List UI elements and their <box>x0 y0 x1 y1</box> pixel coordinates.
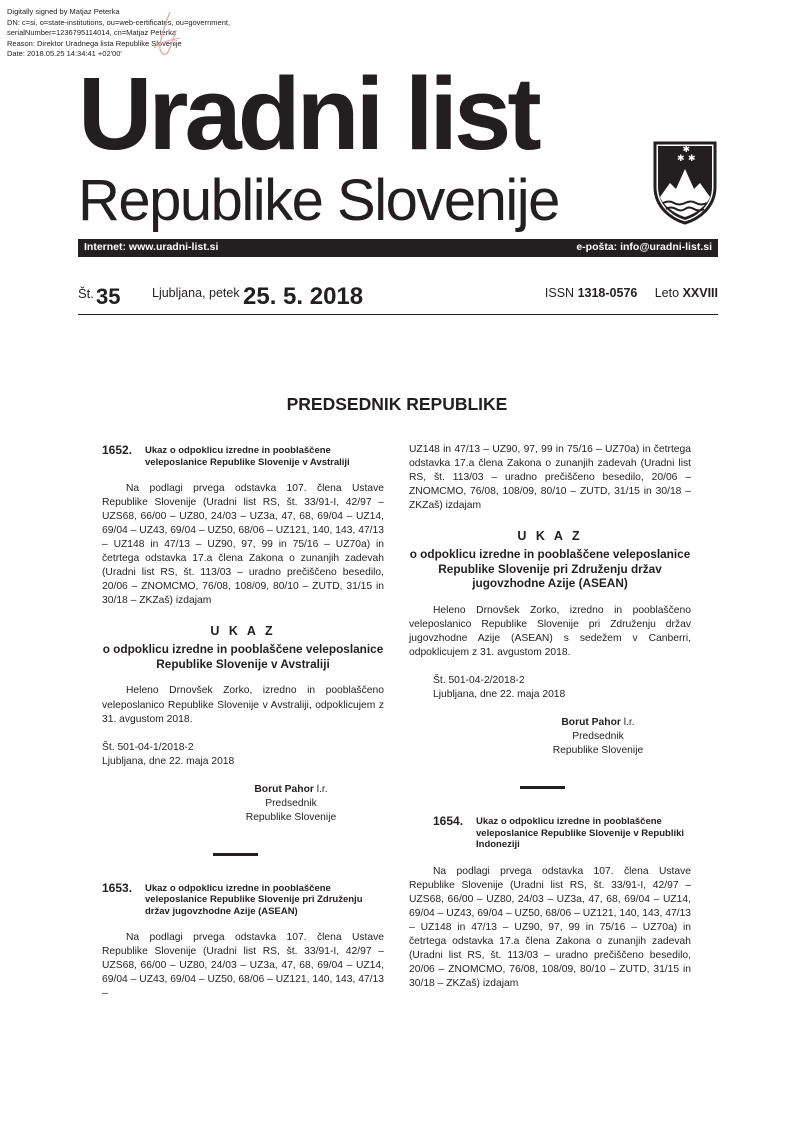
ref-date: Ljubljana, dne 22. maja 2018 <box>433 689 566 701</box>
section-title: PREDSEDNIK REPUBLIKE <box>286 394 508 414</box>
website-link[interactable]: Internet: www.uradni-list.si <box>84 241 219 253</box>
issn-value: 1318-0576 <box>577 286 638 300</box>
signature-line: Digitally signed by Matjaz Peterka <box>7 7 120 16</box>
signature-line: Date: 2018.05.25 14:34:41 +02'00' <box>7 49 122 59</box>
act-title: Ukaz o odpoklicu izredne in pooblaščene veleposlanice Republike Slovenije v Avstraliji <box>145 445 350 468</box>
act-title: Ukaz o odpoklicu izredne in pooblaščene veleposlanice Republike Slovenije v Republiki Indoneziji <box>476 816 685 851</box>
act-heading <box>409 814 691 851</box>
reference-number <box>409 674 691 702</box>
contact-bar <box>78 239 718 257</box>
signature-line: Reason: Direktor Uradnega lista Republike Slovenije <box>7 38 182 48</box>
issue-place: Ljubljana, petek <box>152 286 240 300</box>
signer-suffix: l.r. <box>313 783 328 795</box>
signature-line: serialNumber=1236795114014, cn=Matjaz Peterka <box>7 28 177 38</box>
masthead-title: Uradni list <box>78 56 538 171</box>
svg-text:✱: ✱ <box>688 154 696 164</box>
issue-date: 25. 5. 2018 <box>243 283 364 310</box>
slovenia-coat-of-arms-icon <box>651 139 719 225</box>
leto-label: Leto <box>654 286 680 300</box>
signature-block <box>102 783 384 825</box>
svg-text:✱: ✱ <box>677 154 685 164</box>
leto-value: XXVIII <box>682 286 718 300</box>
issn-label: ISSN <box>544 286 575 300</box>
reference-number <box>102 741 384 769</box>
ukaz-title: o odpoklicu izredne in pooblaščene veleposlanice Republike Slovenije v Avstraliji <box>102 642 384 671</box>
act-heading <box>102 881 384 918</box>
act-preamble: Na podlagi prvega odstavka 107. člena Ustave Republike Slovenije (Uradni list RS, št. 33/91-I, 42/97 – UZS68, 66/00 – UZ80, 24/03 – UZ3a, 47, 68, 69/04 – UZ14, 69/04 – UZ43, 69/04 – UZ50, 68/06 – UZ121, 140, 143, 47/13 – UZ148 in 47/13 – UZ90, 97, 99 in 75/16 – UZ70a) in četrtega odstavka 17.a člena Zakona o zunanjih zadevah (Uradni list RS, št. 113/03 – uradno prečiščeno besedilo, 20/06 – ZNOMCMO, 76/08, 108/09, 80/10 – ZUTD, 31/15 in 30/18 – ZKZaš) izdajam <box>409 865 691 989</box>
signer-role: Predsednik <box>572 731 624 743</box>
signer-name: Borut Pahor <box>254 783 314 795</box>
act-separator <box>520 786 565 789</box>
issn-leto <box>545 286 718 300</box>
act-preamble-continued: UZ148 in 47/13 – UZ90, 97, 99 in 75/16 – UZ70a) in četrtega odstavka 17.a člena Zakona o zunanjih zadevah (Uradni list RS, št. 113/03 – uradno prečiščeno besedilo, 20/06 – ZNOMCMO, 76/08, 108/09, 80/10 – ZUTD, 31/15 in 30/18 – ZKZaš) izdajam <box>409 444 691 512</box>
svg-text:✱: ✱ <box>682 145 691 155</box>
act-body: Heleno Drnovšek Zorko, izredno in pooblaščeno veleposlanico Republike Slovenije pri Združenju držav jugovzhodne Azije (ASEAN) s sedežem v Canberri, odpoklicujem z 31. avgustom 2018. <box>409 604 691 658</box>
signature-line: DN: c=si, o=state-institutions, ou=web-certificates, ou=government, <box>7 17 231 27</box>
act-separator <box>213 853 258 856</box>
email-link[interactable]: e-pošta: info@uradni-list.si <box>576 241 712 253</box>
act-number: 1653. <box>102 880 133 895</box>
ref-no: Št. 501-04-1/2018-2 <box>102 741 194 753</box>
ref-no: Št. 501-04-2/2018-2 <box>433 674 525 686</box>
act-title: Ukaz o odpoklicu izredne in pooblaščene veleposlanice Republike Slovenije pri Združenju držav jugovzhodne Azije (ASEAN) <box>145 882 363 917</box>
issue-number: 35 <box>96 284 121 309</box>
signature-block <box>409 716 691 758</box>
act-heading <box>102 443 384 468</box>
signer-suffix: l.r. <box>620 717 635 729</box>
ukaz-heading: U K A Z <box>517 529 583 544</box>
ukaz-heading: U K A Z <box>210 624 276 639</box>
issue-line <box>78 280 718 315</box>
act-number: 1654. <box>433 814 464 829</box>
ukaz-title: o odpoklicu izredne in pooblaščene veleposlanice Republike Slovenije pri Združenju držav jugovzhodne Azije (ASEAN) <box>409 547 691 591</box>
masthead-subtitle: Republike Slovenije <box>78 168 559 233</box>
ref-date: Ljubljana, dne 22. maja 2018 <box>102 755 235 767</box>
signer-org: Republike Slovenije <box>245 811 337 823</box>
act-body: Heleno Drnovšek Zorko, izredno in pooblaščeno veleposlanico Republike Slovenije v Avstraliji, odpoklicujem z 31. avgustom 2018. <box>102 685 384 725</box>
left-column <box>102 443 384 1001</box>
signer-name: Borut Pahor <box>561 717 621 729</box>
act-number: 1652. <box>102 443 133 457</box>
issue-number-label: Št. <box>78 286 94 301</box>
signer-role: Predsednik <box>265 797 317 809</box>
act-preamble: Na podlagi prvega odstavka 107. člena Ustave Republike Slovenije (Uradni list RS, št. 33/91-I, 42/97 – UZS68, 66/00 – UZ80, 24/03 – UZ3a, 47, 68, 69/04 – UZ14, 69/04 – UZ43, 69/04 – UZ50, 68/06 – UZ121, 140, 143, 47/13 – <box>102 932 384 1000</box>
signer-org: Republike Slovenije <box>552 745 644 757</box>
right-column <box>409 443 691 991</box>
act-preamble: Na podlagi prvega odstavka 107. člena Ustave Republike Slovenije (Uradni list RS, št. 33/91-I, 42/97 – UZS68, 66/00 – UZ80, 24/03 – UZ3a, 47, 68, 69/04 – UZ14, 69/04 – UZ43, 69/04 – UZ50, 68/06 – UZ121, 140, 143, 47/13 – UZ148 in 47/13 – UZ90, 97, 99 in 75/16 – UZ70a) in četrtega odstavka 17.a člena Zakona o zunanjih zadevah (Uradni list RS, št. 113/03 – uradno prečiščeno besedilo, 20/06 – ZNOMCMO, 76/08, 108/09, 80/10 – ZUTD, 31/15 in 30/18 – ZKZaš) izdajam <box>102 483 384 607</box>
